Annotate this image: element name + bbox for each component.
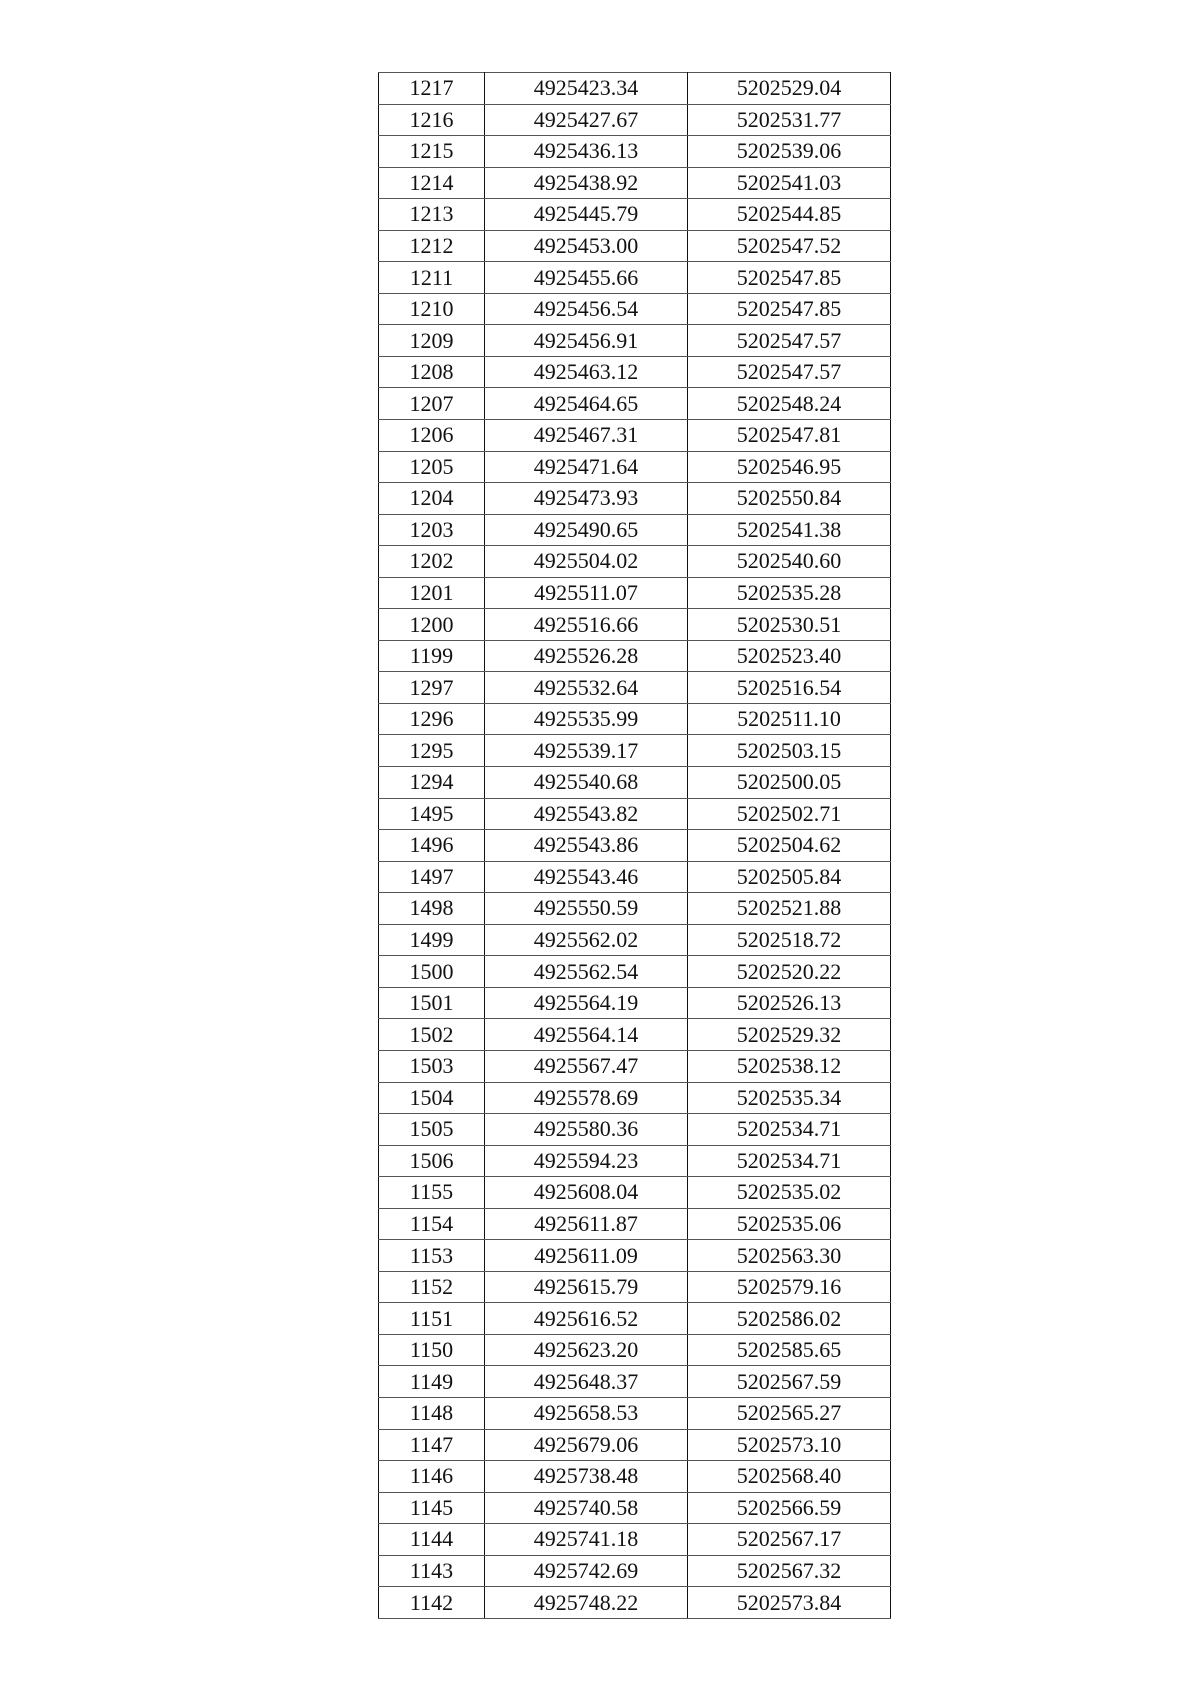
x-coordinate-cell: 4925456.91 [485, 325, 688, 357]
point-number-cell: 1146 [379, 1461, 485, 1493]
table-row [379, 325, 891, 357]
table-row [379, 1555, 891, 1587]
x-coordinate-cell: 4925615.79 [485, 1271, 688, 1303]
y-coordinate-cell: 5202548.24 [688, 388, 891, 420]
x-coordinate-cell: 4925564.14 [485, 1019, 688, 1051]
x-coordinate-cell: 4925516.66 [485, 609, 688, 641]
table-row [379, 735, 891, 767]
x-coordinate-cell: 4925427.67 [485, 104, 688, 136]
point-number-cell: 1148 [379, 1397, 485, 1429]
y-coordinate-cell: 5202535.02 [688, 1177, 891, 1209]
x-coordinate-cell: 4925453.00 [485, 230, 688, 262]
table-row [379, 546, 891, 578]
point-number-cell: 1144 [379, 1524, 485, 1556]
y-coordinate-cell: 5202534.71 [688, 1145, 891, 1177]
table-row [379, 577, 891, 609]
point-number-cell: 1203 [379, 514, 485, 546]
y-coordinate-cell: 5202568.40 [688, 1461, 891, 1493]
point-number-cell: 1202 [379, 546, 485, 578]
x-coordinate-cell: 4925623.20 [485, 1334, 688, 1366]
point-number-cell: 1495 [379, 798, 485, 830]
y-coordinate-cell: 5202565.27 [688, 1397, 891, 1429]
y-coordinate-cell: 5202541.03 [688, 167, 891, 199]
y-coordinate-cell: 5202504.62 [688, 830, 891, 862]
y-coordinate-cell: 5202534.71 [688, 1114, 891, 1146]
y-coordinate-cell: 5202563.30 [688, 1240, 891, 1272]
y-coordinate-cell: 5202505.84 [688, 861, 891, 893]
y-coordinate-cell: 5202535.06 [688, 1208, 891, 1240]
point-number-cell: 1151 [379, 1303, 485, 1335]
point-number-cell: 1216 [379, 104, 485, 136]
y-coordinate-cell: 5202521.88 [688, 893, 891, 925]
point-number-cell: 1297 [379, 672, 485, 704]
y-coordinate-cell: 5202547.57 [688, 356, 891, 388]
x-coordinate-cell: 4925611.87 [485, 1208, 688, 1240]
x-coordinate-cell: 4925526.28 [485, 640, 688, 672]
y-coordinate-cell: 5202547.52 [688, 230, 891, 262]
table-row [379, 1492, 891, 1524]
y-coordinate-cell: 5202531.77 [688, 104, 891, 136]
table-row [379, 1303, 891, 1335]
y-coordinate-cell: 5202523.40 [688, 640, 891, 672]
table-row [379, 830, 891, 862]
table-row [379, 1524, 891, 1556]
x-coordinate-cell: 4925540.68 [485, 767, 688, 799]
table-row [379, 293, 891, 325]
y-coordinate-cell: 5202538.12 [688, 1050, 891, 1082]
x-coordinate-cell: 4925511.07 [485, 577, 688, 609]
y-coordinate-cell: 5202547.85 [688, 293, 891, 325]
point-number-cell: 1506 [379, 1145, 485, 1177]
point-number-cell: 1201 [379, 577, 485, 609]
y-coordinate-cell: 5202502.71 [688, 798, 891, 830]
y-coordinate-cell: 5202586.02 [688, 1303, 891, 1335]
point-number-cell: 1211 [379, 262, 485, 294]
x-coordinate-cell: 4925436.13 [485, 136, 688, 168]
point-number-cell: 1208 [379, 356, 485, 388]
x-coordinate-cell: 4925456.54 [485, 293, 688, 325]
table-row [379, 262, 891, 294]
table-row [379, 167, 891, 199]
table-row [379, 672, 891, 704]
point-number-cell: 1295 [379, 735, 485, 767]
table-row [379, 1208, 891, 1240]
point-number-cell: 1210 [379, 293, 485, 325]
coordinate-table [378, 72, 891, 1619]
x-coordinate-cell: 4925742.69 [485, 1555, 688, 1587]
y-coordinate-cell: 5202547.57 [688, 325, 891, 357]
x-coordinate-cell: 4925467.31 [485, 420, 688, 452]
x-coordinate-cell: 4925423.34 [485, 73, 688, 105]
y-coordinate-cell: 5202530.51 [688, 609, 891, 641]
x-coordinate-cell: 4925748.22 [485, 1587, 688, 1619]
table-row [379, 136, 891, 168]
point-number-cell: 1497 [379, 861, 485, 893]
point-number-cell: 1500 [379, 956, 485, 988]
x-coordinate-cell: 4925611.09 [485, 1240, 688, 1272]
x-coordinate-cell: 4925594.23 [485, 1145, 688, 1177]
x-coordinate-cell: 4925740.58 [485, 1492, 688, 1524]
y-coordinate-cell: 5202539.06 [688, 136, 891, 168]
y-coordinate-cell: 5202567.59 [688, 1366, 891, 1398]
y-coordinate-cell: 5202516.54 [688, 672, 891, 704]
table-row [379, 1082, 891, 1114]
table-row [379, 451, 891, 483]
point-number-cell: 1496 [379, 830, 485, 862]
table-row [379, 956, 891, 988]
x-coordinate-cell: 4925539.17 [485, 735, 688, 767]
table-row [379, 893, 891, 925]
y-coordinate-cell: 5202546.95 [688, 451, 891, 483]
point-number-cell: 1499 [379, 924, 485, 956]
table-row [379, 1050, 891, 1082]
table-row [379, 420, 891, 452]
point-number-cell: 1154 [379, 1208, 485, 1240]
table-row [379, 483, 891, 515]
x-coordinate-cell: 4925562.54 [485, 956, 688, 988]
x-coordinate-cell: 4925616.52 [485, 1303, 688, 1335]
y-coordinate-cell: 5202526.13 [688, 987, 891, 1019]
point-number-cell: 1209 [379, 325, 485, 357]
point-number-cell: 1150 [379, 1334, 485, 1366]
x-coordinate-cell: 4925445.79 [485, 199, 688, 231]
y-coordinate-cell: 5202566.59 [688, 1492, 891, 1524]
point-number-cell: 1501 [379, 987, 485, 1019]
point-number-cell: 1213 [379, 199, 485, 231]
point-number-cell: 1142 [379, 1587, 485, 1619]
x-coordinate-cell: 4925580.36 [485, 1114, 688, 1146]
x-coordinate-cell: 4925504.02 [485, 546, 688, 578]
point-number-cell: 1152 [379, 1271, 485, 1303]
table-row [379, 1114, 891, 1146]
table-row [379, 640, 891, 672]
x-coordinate-cell: 4925543.82 [485, 798, 688, 830]
table-row [379, 798, 891, 830]
x-coordinate-cell: 4925562.02 [485, 924, 688, 956]
x-coordinate-cell: 4925471.64 [485, 451, 688, 483]
point-number-cell: 1153 [379, 1240, 485, 1272]
point-number-cell: 1504 [379, 1082, 485, 1114]
y-coordinate-cell: 5202541.38 [688, 514, 891, 546]
x-coordinate-cell: 4925535.99 [485, 703, 688, 735]
point-number-cell: 1206 [379, 420, 485, 452]
table-row [379, 924, 891, 956]
table-row [379, 73, 891, 105]
x-coordinate-cell: 4925463.12 [485, 356, 688, 388]
point-number-cell: 1145 [379, 1492, 485, 1524]
y-coordinate-cell: 5202579.16 [688, 1271, 891, 1303]
y-coordinate-cell: 5202547.85 [688, 262, 891, 294]
x-coordinate-cell: 4925455.66 [485, 262, 688, 294]
x-coordinate-cell: 4925543.46 [485, 861, 688, 893]
x-coordinate-cell: 4925567.47 [485, 1050, 688, 1082]
x-coordinate-cell: 4925679.06 [485, 1429, 688, 1461]
table-row [379, 767, 891, 799]
point-number-cell: 1147 [379, 1429, 485, 1461]
x-coordinate-cell: 4925738.48 [485, 1461, 688, 1493]
table-row [379, 356, 891, 388]
point-number-cell: 1502 [379, 1019, 485, 1051]
y-coordinate-cell: 5202573.10 [688, 1429, 891, 1461]
x-coordinate-cell: 4925543.86 [485, 830, 688, 862]
table-row [379, 1334, 891, 1366]
point-number-cell: 1505 [379, 1114, 485, 1146]
y-coordinate-cell: 5202529.04 [688, 73, 891, 105]
point-number-cell: 1155 [379, 1177, 485, 1209]
y-coordinate-cell: 5202518.72 [688, 924, 891, 956]
point-number-cell: 1296 [379, 703, 485, 735]
x-coordinate-cell: 4925490.65 [485, 514, 688, 546]
table-row [379, 609, 891, 641]
y-coordinate-cell: 5202550.84 [688, 483, 891, 515]
point-number-cell: 1204 [379, 483, 485, 515]
table-row [379, 514, 891, 546]
y-coordinate-cell: 5202573.84 [688, 1587, 891, 1619]
y-coordinate-cell: 5202520.22 [688, 956, 891, 988]
table-row [379, 1177, 891, 1209]
x-coordinate-cell: 4925578.69 [485, 1082, 688, 1114]
x-coordinate-cell: 4925473.93 [485, 483, 688, 515]
y-coordinate-cell: 5202535.28 [688, 577, 891, 609]
y-coordinate-cell: 5202503.15 [688, 735, 891, 767]
table-row [379, 1366, 891, 1398]
table-row [379, 1019, 891, 1051]
y-coordinate-cell: 5202529.32 [688, 1019, 891, 1051]
table-row [379, 1429, 891, 1461]
x-coordinate-cell: 4925532.64 [485, 672, 688, 704]
point-number-cell: 1205 [379, 451, 485, 483]
table-row [379, 1397, 891, 1429]
point-number-cell: 1200 [379, 609, 485, 641]
point-number-cell: 1207 [379, 388, 485, 420]
point-number-cell: 1143 [379, 1555, 485, 1587]
y-coordinate-cell: 5202511.10 [688, 703, 891, 735]
x-coordinate-cell: 4925464.65 [485, 388, 688, 420]
table-row [379, 861, 891, 893]
y-coordinate-cell: 5202535.34 [688, 1082, 891, 1114]
table-row [379, 1587, 891, 1619]
point-number-cell: 1503 [379, 1050, 485, 1082]
x-coordinate-cell: 4925438.92 [485, 167, 688, 199]
point-number-cell: 1294 [379, 767, 485, 799]
x-coordinate-cell: 4925648.37 [485, 1366, 688, 1398]
table-row [379, 104, 891, 136]
table-row [379, 1271, 891, 1303]
x-coordinate-cell: 4925564.19 [485, 987, 688, 1019]
point-number-cell: 1149 [379, 1366, 485, 1398]
point-number-cell: 1498 [379, 893, 485, 925]
table-row [379, 987, 891, 1019]
table-row [379, 199, 891, 231]
table-row [379, 1145, 891, 1177]
table-row [379, 1240, 891, 1272]
x-coordinate-cell: 4925550.59 [485, 893, 688, 925]
y-coordinate-cell: 5202567.32 [688, 1555, 891, 1587]
x-coordinate-cell: 4925741.18 [485, 1524, 688, 1556]
point-number-cell: 1212 [379, 230, 485, 262]
y-coordinate-cell: 5202547.81 [688, 420, 891, 452]
x-coordinate-cell: 4925658.53 [485, 1397, 688, 1429]
y-coordinate-cell: 5202567.17 [688, 1524, 891, 1556]
point-number-cell: 1214 [379, 167, 485, 199]
x-coordinate-cell: 4925608.04 [485, 1177, 688, 1209]
point-number-cell: 1215 [379, 136, 485, 168]
point-number-cell: 1217 [379, 73, 485, 105]
coordinate-table-body [379, 73, 891, 1619]
y-coordinate-cell: 5202500.05 [688, 767, 891, 799]
y-coordinate-cell: 5202544.85 [688, 199, 891, 231]
y-coordinate-cell: 5202540.60 [688, 546, 891, 578]
table-row [379, 230, 891, 262]
table-row [379, 1461, 891, 1493]
point-number-cell: 1199 [379, 640, 485, 672]
table-row [379, 703, 891, 735]
table-row [379, 388, 891, 420]
y-coordinate-cell: 5202585.65 [688, 1334, 891, 1366]
